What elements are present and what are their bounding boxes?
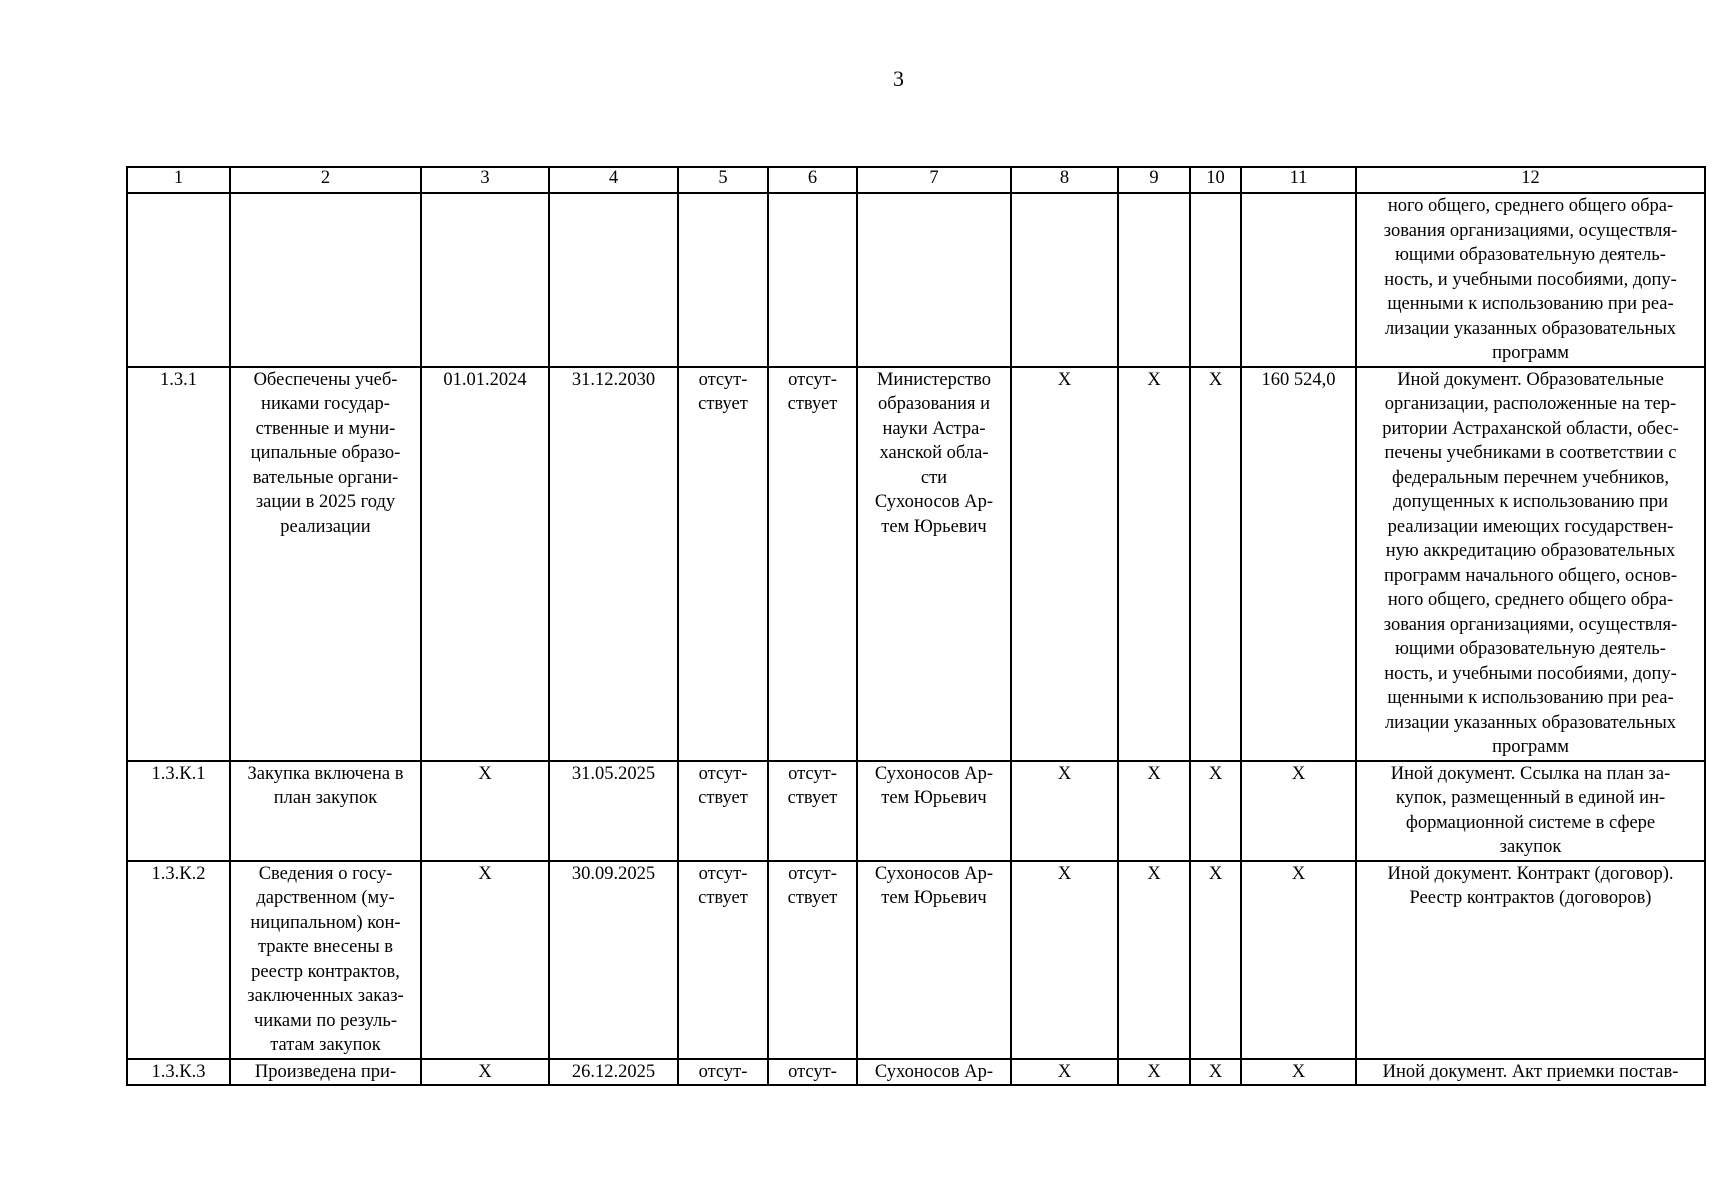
cell-document: Иной документ. Образовательные организации, расположенные на тер- ритории Астраханской области, обес- печены учебниками в соответствии с федеральным перечнем учебников, допущенных к использованию при реализации имеющих государствен- ную аккредитацию образовательных программ начального общего, основ- ного общего, среднего общего обра- зования организациями, осуществля- ющими образовательную деятель- ность, и учебными пособиями, допу- щенными к использованию при реа- лизации указанных образовательных программ <box>1356 367 1705 761</box>
cell-start-date <box>421 193 549 367</box>
cell-col5: отсут- ствует <box>678 761 768 861</box>
cell-col6 <box>768 193 857 367</box>
cell-col9: X <box>1118 367 1190 761</box>
cell-number: 1.3.К.3 <box>127 1059 230 1086</box>
column-header-11: 11 <box>1241 167 1356 193</box>
cell-col6: отсут- <box>768 1059 857 1086</box>
cell-col11: 160 524,0 <box>1241 367 1356 761</box>
cell-col9: X <box>1118 1059 1190 1086</box>
table-row <box>127 761 1705 861</box>
column-header-4: 4 <box>549 167 678 193</box>
cell-name <box>230 193 421 367</box>
cell-responsible <box>857 193 1011 367</box>
cell-start-date: 01.01.2024 <box>421 367 549 761</box>
table-row <box>127 193 1705 367</box>
cell-number: 1.3.К.2 <box>127 861 230 1059</box>
column-header-1: 1 <box>127 167 230 193</box>
cell-col9: X <box>1118 761 1190 861</box>
cell-number: 1.3.К.1 <box>127 761 230 861</box>
cell-document: Иной документ. Контракт (договор). Реестр контрактов (договоров) <box>1356 861 1705 1059</box>
column-header-9: 9 <box>1118 167 1190 193</box>
cell-col5: отсут- ствует <box>678 367 768 761</box>
cell-col11: X <box>1241 761 1356 861</box>
cell-col9 <box>1118 193 1190 367</box>
cell-col10: X <box>1190 761 1241 861</box>
cell-name: Сведения о госу- дарственном (му- ниципальном) кон- тракте внесены в реестр контрактов, заключенных заказ- чиками по резуль- татам закупок <box>230 861 421 1059</box>
header-row <box>127 167 1705 193</box>
cell-end-date: 31.05.2025 <box>549 761 678 861</box>
column-header-7: 7 <box>857 167 1011 193</box>
cell-col5: отсут- <box>678 1059 768 1086</box>
column-header-8: 8 <box>1011 167 1118 193</box>
cell-col10: X <box>1190 861 1241 1059</box>
cell-name: Закупка включена в план закупок <box>230 761 421 861</box>
cell-col10: X <box>1190 1059 1241 1086</box>
cell-responsible: Сухоносов Ар- тем Юрьевич <box>857 861 1011 1059</box>
cell-start-date: X <box>421 761 549 861</box>
cell-col8: X <box>1011 1059 1118 1086</box>
cell-col8: X <box>1011 761 1118 861</box>
cell-document: Иной документ. Акт приемки постав- <box>1356 1059 1705 1086</box>
cell-col11 <box>1241 193 1356 367</box>
cell-document: Иной документ. Ссылка на план за- купок, размещенный в единой ин- формационной системе в сфере закупок <box>1356 761 1705 861</box>
cell-col8: X <box>1011 861 1118 1059</box>
cell-col10: X <box>1190 367 1241 761</box>
cell-responsible: Министерство образования и науки Астра- ханской обла- сти Сухоносов Ар- тем Юрьевич <box>857 367 1011 761</box>
cell-col6: отсут- ствует <box>768 861 857 1059</box>
table-row <box>127 861 1705 1059</box>
column-header-10: 10 <box>1190 167 1241 193</box>
cell-number: 1.3.1 <box>127 367 230 761</box>
cell-responsible: Сухоносов Ар- <box>857 1059 1011 1086</box>
cell-end-date <box>549 193 678 367</box>
column-header-6: 6 <box>768 167 857 193</box>
column-header-12: 12 <box>1356 167 1705 193</box>
cell-end-date: 31.12.2030 <box>549 367 678 761</box>
cell-col11: X <box>1241 861 1356 1059</box>
cell-end-date: 26.12.2025 <box>549 1059 678 1086</box>
cell-start-date: X <box>421 1059 549 1086</box>
document-table <box>126 166 1706 1086</box>
cell-start-date: X <box>421 861 549 1059</box>
page-number: 3 <box>893 66 904 91</box>
cell-name: Обеспечены учеб- никами государ- ственные и муни- ципальные образо- вательные органи- зации в 2025 году реализации <box>230 367 421 761</box>
cell-col10 <box>1190 193 1241 367</box>
cell-responsible: Сухоносов Ар- тем Юрьевич <box>857 761 1011 861</box>
cell-col9: X <box>1118 861 1190 1059</box>
cell-col6: отсут- ствует <box>768 367 857 761</box>
column-header-3: 3 <box>421 167 549 193</box>
cell-col5 <box>678 193 768 367</box>
table-row <box>127 1059 1705 1086</box>
cell-col5: отсут- ствует <box>678 861 768 1059</box>
cell-document: ного общего, среднего общего обра- зования организациями, осуществля- ющими образовательную деятель- ность, и учебными пособиями, допу- щенными к использованию при реа- лизации указанных образовательных программ <box>1356 193 1705 367</box>
cell-name: Произведена при- <box>230 1059 421 1086</box>
cell-col6: отсут- ствует <box>768 761 857 861</box>
column-header-5: 5 <box>678 167 768 193</box>
cell-col8: X <box>1011 367 1118 761</box>
cell-number <box>127 193 230 367</box>
cell-col8 <box>1011 193 1118 367</box>
cell-col11: X <box>1241 1059 1356 1086</box>
table-row <box>127 367 1705 761</box>
cell-end-date: 30.09.2025 <box>549 861 678 1059</box>
column-header-2: 2 <box>230 167 421 193</box>
